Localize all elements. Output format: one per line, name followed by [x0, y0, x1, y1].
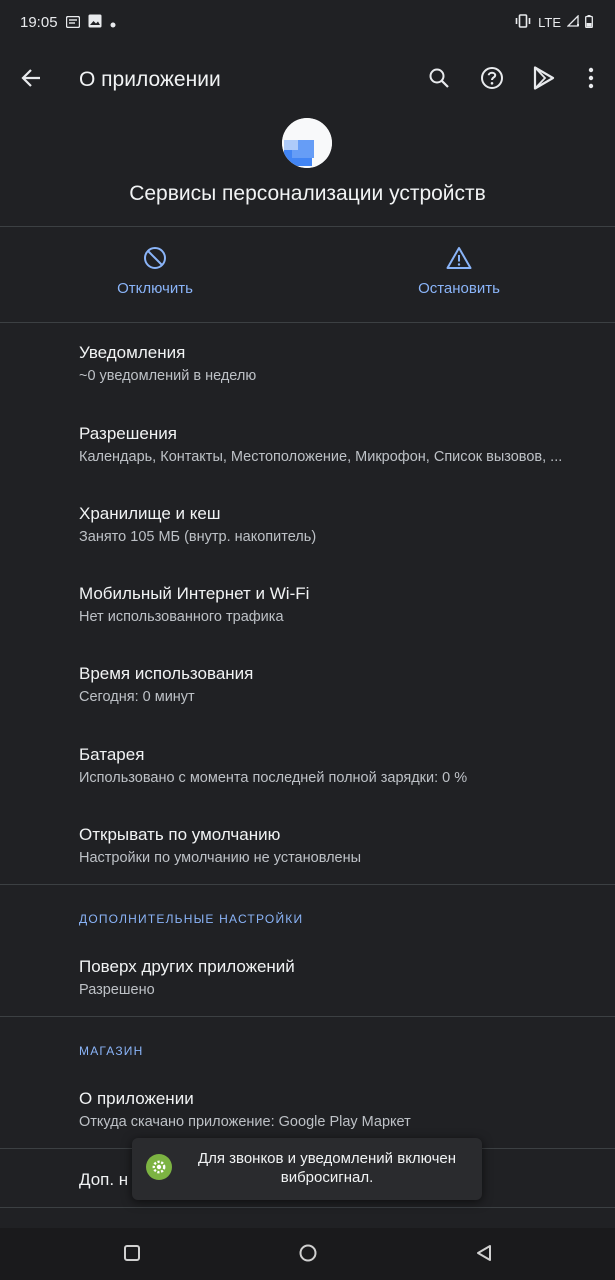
item-title: Мобильный Интернет и Wi-Fi — [79, 584, 310, 603]
app-header — [0, 112, 615, 226]
warning-icon — [446, 257, 472, 274]
item-subtitle: Настройки по умолчанию не установлены — [79, 850, 362, 866]
more-options-button[interactable] — [571, 60, 611, 100]
item-subtitle: Занято 105 МБ (внутр. накопитель) — [79, 529, 317, 545]
status-bar — [0, 0, 615, 48]
list-item-partial[interactable]: Доп. н — [79, 1170, 129, 1189]
app-icon — [282, 118, 332, 168]
divider — [0, 884, 615, 885]
more-vert-icon — [588, 67, 594, 94]
toast — [132, 1138, 482, 1200]
section-header-advanced: ДОПОЛНИТЕЛЬНЫЕ НАСТРОЙКИ — [79, 912, 304, 926]
toast-text: Для звонков и уведомлений включен вибросигнал. — [197, 1150, 457, 1186]
divider — [0, 322, 615, 323]
list-item-permissions[interactable] — [79, 424, 599, 465]
status-right — [514, 14, 593, 31]
back-nav-button[interactable] — [469, 1240, 499, 1270]
section-header-store: МАГАЗИН — [79, 1044, 144, 1058]
back-button[interactable] — [11, 60, 51, 100]
message-notification-icon — [66, 15, 80, 33]
list-item-overlay[interactable] — [79, 957, 599, 998]
list-item-screen-time[interactable] — [79, 664, 599, 705]
item-subtitle: Использовано с момента последней полной зарядки: 0 % — [79, 770, 468, 786]
item-subtitle: Сегодня: 0 минут — [79, 689, 195, 705]
help-icon — [480, 66, 504, 95]
search-icon — [428, 67, 450, 94]
home-button[interactable] — [293, 1240, 323, 1270]
disable-button[interactable] — [55, 246, 255, 297]
stop-label: Остановить — [418, 280, 500, 297]
list-item-open-by-default[interactable] — [79, 825, 599, 866]
item-title: О приложении — [79, 1089, 194, 1108]
network-type: LTE — [538, 15, 561, 30]
item-title: Батарея — [79, 745, 145, 764]
recents-button[interactable] — [117, 1240, 147, 1270]
app-name: Сервисы персонализации устройств — [129, 182, 486, 205]
vibrate-icon — [514, 14, 532, 31]
disable-label: Отключить — [117, 280, 193, 297]
list-item-notifications[interactable] — [79, 343, 599, 384]
status-time: 19:05 — [20, 14, 58, 31]
list-item-app-details[interactable] — [79, 1089, 599, 1130]
stop-button[interactable] — [359, 246, 559, 297]
image-notification-icon — [88, 14, 102, 33]
divider — [0, 1016, 615, 1017]
settings-gear-icon — [146, 1154, 172, 1180]
recents-icon — [123, 1244, 141, 1267]
play-store-button[interactable] — [524, 60, 564, 100]
navigation-bar — [0, 1228, 615, 1280]
page-title: О приложении — [79, 68, 221, 91]
home-icon — [298, 1243, 318, 1268]
list-item-storage[interactable] — [79, 504, 599, 545]
item-title: Время использования — [79, 664, 254, 683]
item-subtitle: Разрешено — [79, 982, 155, 998]
item-title: Открывать по умолчанию — [79, 825, 281, 844]
item-subtitle: ~0 уведомлений в неделю — [79, 368, 257, 384]
list-item-battery[interactable] — [79, 745, 599, 786]
arrow-back-icon — [20, 67, 42, 94]
item-title: Уведомления — [79, 343, 186, 362]
item-title: Хранилище и кеш — [79, 504, 221, 523]
item-title: Поверх других приложений — [79, 957, 295, 976]
help-button[interactable] — [472, 60, 512, 100]
list-item-mobile-data[interactable] — [79, 584, 599, 625]
app-bar — [0, 48, 615, 112]
divider — [0, 1207, 615, 1208]
divider — [0, 226, 615, 227]
battery-icon — [585, 15, 593, 31]
block-icon — [143, 257, 167, 274]
search-button[interactable] — [419, 60, 459, 100]
item-subtitle: Откуда скачано приложение: Google Play Маркет — [79, 1114, 411, 1130]
dot-notification-icon — [110, 15, 116, 33]
notification-icons — [66, 14, 116, 33]
back-triangle-icon — [475, 1244, 493, 1267]
play-store-icon — [533, 66, 555, 95]
signal-icon — [567, 15, 579, 30]
item-subtitle: Календарь, Контакты, Местоположение, Микрофон, Список вызовов, ... — [79, 449, 563, 465]
item-title: Разрешения — [79, 424, 177, 443]
item-subtitle: Нет использованного трафика — [79, 609, 284, 625]
